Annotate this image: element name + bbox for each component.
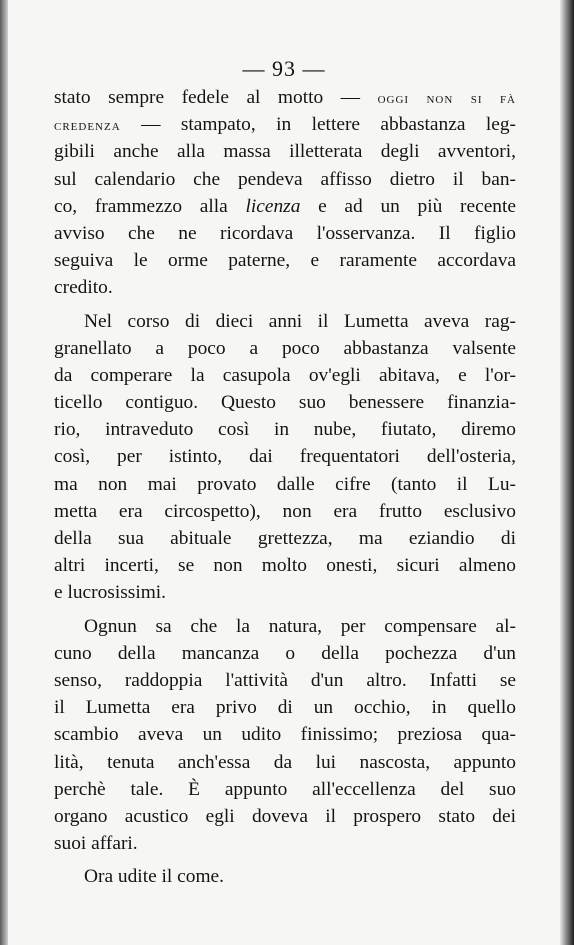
scan-border-left xyxy=(0,0,8,945)
text-segment: lità, tenuta anch'essa da lui nascosta, appunto xyxy=(54,751,516,773)
text-segment: perchè tale. È appunto all'eccellenza del suo xyxy=(54,778,516,800)
text-segment: e lucrosissimi. xyxy=(54,582,167,604)
text-line xyxy=(54,471,516,498)
text-line xyxy=(54,552,516,579)
text-segment: organo acustico egli doveva il prospero stato dei xyxy=(54,805,516,827)
text-line xyxy=(54,247,516,274)
text-line xyxy=(54,389,516,416)
text-line xyxy=(54,220,516,247)
text-line xyxy=(54,111,516,138)
text-segment: co, frammezzo alla xyxy=(54,195,246,217)
smallcaps-text: credenza xyxy=(54,118,121,135)
text-segment: rio, intraveduto così in nube, fiutato, diremo xyxy=(54,419,516,441)
text-line xyxy=(54,274,516,301)
text-segment: credito. xyxy=(54,277,113,299)
scan-border-right xyxy=(560,0,574,945)
text-segment: senso, raddoppia l'attività d'un altro. Infatti se xyxy=(54,669,516,691)
text-line xyxy=(54,166,516,193)
text-segment: — stampato, in lettere abbastanza leg- xyxy=(120,114,516,136)
text-line xyxy=(54,84,516,111)
text-segment: scambio aveva un udito finissimo; preziosa qua- xyxy=(54,724,516,746)
text-segment: cuno della mancanza o della pochezza d'un xyxy=(54,642,516,664)
text-line xyxy=(54,803,516,830)
text-segment: gibili anche alla massa illetterata degli avventori, xyxy=(54,141,516,163)
text-line xyxy=(54,525,516,552)
text-segment: Nel corso di dieci anni il Lumetta aveva rag- xyxy=(84,310,516,332)
text-line xyxy=(54,416,516,443)
text-line xyxy=(54,579,516,606)
text-line xyxy=(54,138,516,165)
body-text xyxy=(54,84,516,890)
text-segment: metta era circospetto), non era frutto esclusivo xyxy=(54,500,516,522)
text-segment: Ora udite il come. xyxy=(84,866,224,888)
text-line xyxy=(54,308,516,335)
text-line xyxy=(54,863,516,890)
text-line xyxy=(54,498,516,525)
book-page xyxy=(8,0,560,945)
italic-text: licenza xyxy=(245,195,301,217)
text-segment: suoi affari. xyxy=(54,833,138,855)
text-line xyxy=(54,721,516,748)
text-segment: da comperare la casupola ov'egli abitava, e l'or- xyxy=(54,364,516,386)
text-segment: e ad un più recente xyxy=(300,195,516,217)
text-line xyxy=(54,776,516,803)
text-line xyxy=(54,749,516,776)
text-segment: ma non mai provato dalle cifre (tanto il Lu- xyxy=(54,473,516,495)
text-line xyxy=(54,193,516,220)
text-line xyxy=(54,694,516,721)
page-number: — 93 — xyxy=(242,56,326,81)
text-segment: sul calendario che pendeva affisso dietro il ban- xyxy=(54,168,516,190)
text-line xyxy=(54,613,516,640)
text-segment: stato sempre fedele al motto — xyxy=(54,87,378,108)
text-segment: così, per istinto, dai frequentatori dell'osteria, xyxy=(54,446,516,468)
text-line xyxy=(54,362,516,389)
text-segment: granellato a poco a poco abbastanza valsente xyxy=(54,337,516,359)
text-segment: il Lumetta era privo di un occhio, in quello xyxy=(54,697,516,719)
text-line xyxy=(54,667,516,694)
text-line xyxy=(54,443,516,470)
text-segment: della sua abituale grettezza, ma eziandio di xyxy=(54,528,516,549)
smallcaps-text: oggi non si fà xyxy=(377,91,516,107)
text-segment: altri incerti, se non molto onesti, sicuri almeno xyxy=(54,555,516,577)
text-line xyxy=(54,335,516,362)
text-segment: Ognun sa che la natura, per compensare al- xyxy=(84,615,516,637)
text-line xyxy=(54,830,516,857)
text-segment: ticello contiguo. Questo suo benessere finanzia- xyxy=(54,392,516,414)
text-segment: avviso che ne ricordava l'osservanza. Il figlio xyxy=(54,222,516,244)
text-segment: seguiva le orme paterne, e raramente accordava xyxy=(54,250,516,272)
text-line xyxy=(54,640,516,667)
